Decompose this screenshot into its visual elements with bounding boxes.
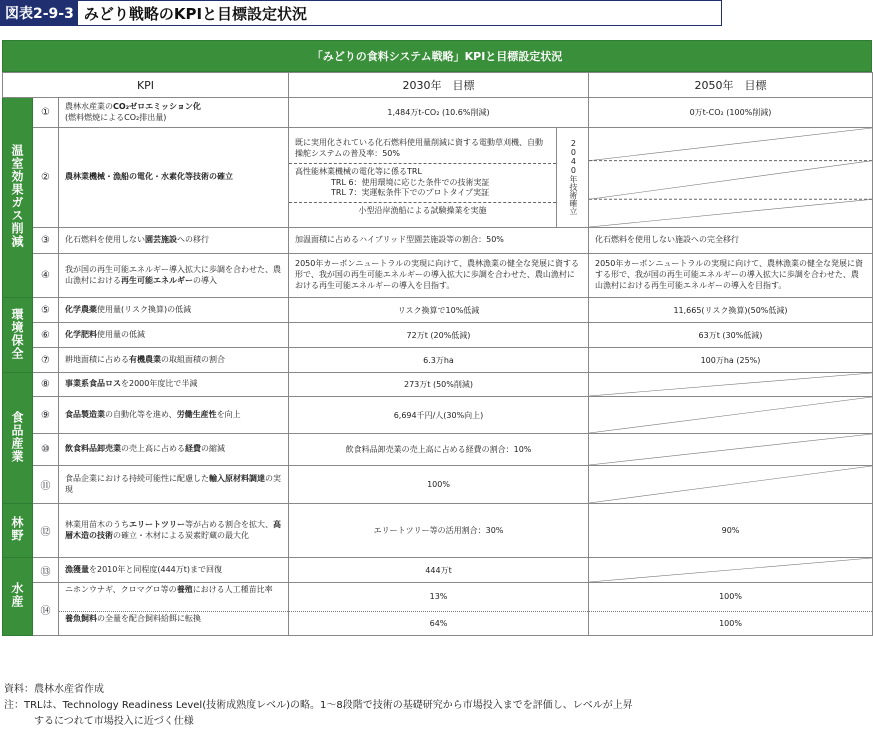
target-2050: 2050年カーボンニュートラルの実現に向けて、農林漁業の健全な発展に資する形で、我が国の再生可能エネルギーの導入拡大に歩調を合わせた、農山漁村における再生可能エネルギーの導入を目指す。 <box>589 254 873 298</box>
target-2050: 63万t (30%低減) <box>589 323 873 348</box>
table-row <box>3 128 873 228</box>
source-note: 資料：農林水産省作成 <box>4 684 104 695</box>
target-2030: 2050年カーボンニュートラルの実現に向けて、農林漁業の健全な発展に資する形で、我が国の再生可能エネルギーの導入拡大に歩調を合わせた、農山漁村における再生可能エネルギーの導入を目指す。 <box>289 254 589 298</box>
table-row <box>3 98 873 128</box>
header-2030: 2030年 目標 <box>289 73 589 98</box>
table-row <box>3 228 873 254</box>
kpi-cell: 事業系食品ロスを2000年度比で半減 <box>59 373 289 397</box>
row-number: ⑪ <box>33 466 59 504</box>
row-number: ⑭ <box>33 583 59 636</box>
kpi-cell: 農林業機械・漁船の電化・水素化等技術の確立 <box>59 128 289 228</box>
category-forest: 林野 <box>3 504 33 558</box>
figure-number: 図表2-9-3 <box>1 1 78 25</box>
figure-title: みどり戦略のKPIと目標設定状況 <box>83 4 308 23</box>
row-number: ④ <box>33 254 59 298</box>
table-header-row <box>3 73 873 98</box>
row-number: ⑫ <box>33 504 59 558</box>
target-2030: 273万t (50%削減) <box>289 373 589 397</box>
kpi-cell: 林業用苗木のうちエリートツリー等が占める割合を拡大、高層木造の技術の確立・木材による炭素貯蔵の最大化 <box>59 504 289 558</box>
kpi-cell: 食品製造業の自動化等を進め、労働生産性を向上 <box>59 397 289 434</box>
target-2030: 1,484万t-CO₂ (10.6%削減) <box>289 98 589 128</box>
table-row <box>3 323 873 348</box>
row-number: ① <box>33 98 59 128</box>
target-2050-empty <box>589 558 873 583</box>
kpi-cell-a: ニホンウナギ、クロマグロ等の養殖における人工種苗比率 <box>65 585 273 594</box>
table-row <box>3 397 873 434</box>
row-number: ⑧ <box>33 373 59 397</box>
row-number: ⑦ <box>33 348 59 373</box>
table-row <box>3 298 873 323</box>
target-2030: エリートツリー等の活用割合：30% <box>289 504 589 558</box>
target-2050-split <box>589 583 873 636</box>
category-food: 食品産業 <box>3 373 33 504</box>
figure-header <box>0 0 722 26</box>
target-2030-a: 13% <box>429 592 448 601</box>
target-2050: 0万t-CO₂ (100%削減) <box>589 98 873 128</box>
category-ghg: 温室効果ガス削減 <box>3 98 33 298</box>
kpi-cell: 我が国の再生可能エネルギー導入拡大に歩調を合わせた、農山漁村における再生可能エネルギーの導入 <box>59 254 289 298</box>
target-2050-a: 100% <box>719 592 742 601</box>
target-2030: 飲食料品卸売業の売上高に占める経費の割合：10% <box>289 434 589 466</box>
kpi-cell: 化学肥料使用量の低減 <box>59 323 289 348</box>
trl-note-cont: するにつれて市場投入に近づく仕様 <box>34 716 194 727</box>
target-2030: 100% <box>289 466 589 504</box>
target-2030: リスク換算で10%低減 <box>289 298 589 323</box>
kpi-cell: 化学農薬使用量(リスク換算)の低減 <box>59 298 289 323</box>
footnotes <box>4 682 633 730</box>
table-row <box>3 254 873 298</box>
target-2050-empty <box>589 434 873 466</box>
target-2030-split <box>289 583 589 636</box>
target-2050-empty <box>589 128 873 228</box>
target-2030: 加温面積に占めるハイブリッド型園芸施設等の割合：50% <box>289 228 589 254</box>
target-2050: 90% <box>589 504 873 558</box>
kpi-table-wrapper <box>2 40 872 636</box>
target-2030: 6.3万ha <box>289 348 589 373</box>
side-label: 2040年技術確立 <box>568 138 578 215</box>
category-fish: 水産 <box>3 558 33 636</box>
row-number: ② <box>33 128 59 228</box>
table-row <box>3 558 873 583</box>
side-label-cell <box>557 128 589 228</box>
row-number: ⑤ <box>33 298 59 323</box>
category-env: 環境保全 <box>3 298 33 373</box>
target-2050: 11,665(リスク換算)(50%低減) <box>589 298 873 323</box>
table-row <box>3 434 873 466</box>
row-number: ⑬ <box>33 558 59 583</box>
table-row <box>3 504 873 558</box>
target-2050-empty <box>589 397 873 434</box>
row-number: ⑩ <box>33 434 59 466</box>
header-kpi: KPI <box>3 73 289 98</box>
row-number: ⑨ <box>33 397 59 434</box>
table-row <box>3 348 873 373</box>
target-2030-a: 既に実用化されている化石燃料使用量削減に資する電動草刈機、自動操舵システムの普及率：50% <box>289 135 556 164</box>
target-2050-empty <box>589 373 873 397</box>
row-number: ⑥ <box>33 323 59 348</box>
row-number: ③ <box>33 228 59 254</box>
target-2030-b: 高性能林業機械の電化等に係るTRL TRL 6：使用環境に応じた条件での技術実証 TRL 7：実運転条件下でのプロトタイプ実証 <box>289 164 556 203</box>
target-2030: 72万t (20%低減) <box>289 323 589 348</box>
target-2030-b: 64% <box>289 611 588 635</box>
target-2030: 6,694千円/人(30%向上) <box>289 397 589 434</box>
target-2030-c: 小型沿岸漁船による試験操業を実施 <box>358 206 487 216</box>
kpi-cell: 農林水産業のCO₂ゼロエミッション化 (燃料燃焼によるCO₂排出量) <box>59 98 289 128</box>
target-2050-empty <box>589 466 873 504</box>
table-row <box>3 466 873 504</box>
table-row <box>3 373 873 397</box>
trl-note: 注：TRLは、Technology Readiness Level(技術成熟度レベル)の略。1〜8段階で技術の基礎研究から市場投入までを評価し、レベルが上昇 <box>4 700 633 711</box>
kpi-cell: 飲食料品卸売業の売上高に占める経費の縮減 <box>59 434 289 466</box>
kpi-cell: 漁獲量を2010年と同程度(444万t)まで回復 <box>59 558 289 583</box>
kpi-cell: 食品企業における持続可能性に配慮した輸入原材料調達の実現 <box>59 466 289 504</box>
kpi-cell: 耕地面積に占める有機農業の取組面積の割合 <box>59 348 289 373</box>
kpi-cell-b: 養魚飼料の全量を配合飼料給餌に転換 <box>59 611 288 635</box>
target-2050-b: 100% <box>589 611 872 635</box>
target-2030-split <box>289 128 557 228</box>
target-2030: 444万t <box>289 558 589 583</box>
table-banner: 「みどりの食料システム戦略」KPIと目標設定状況 <box>2 40 872 72</box>
table-row <box>3 583 873 636</box>
kpi-cell-split <box>59 583 289 636</box>
kpi-table <box>2 72 873 636</box>
target-2050: 化石燃料を使用しない施設への完全移行 <box>589 228 873 254</box>
header-2050: 2050年 目標 <box>589 73 873 98</box>
target-2050: 100万ha (25%) <box>589 348 873 373</box>
kpi-cell: 化石燃料を使用しない園芸施設への移行 <box>59 228 289 254</box>
